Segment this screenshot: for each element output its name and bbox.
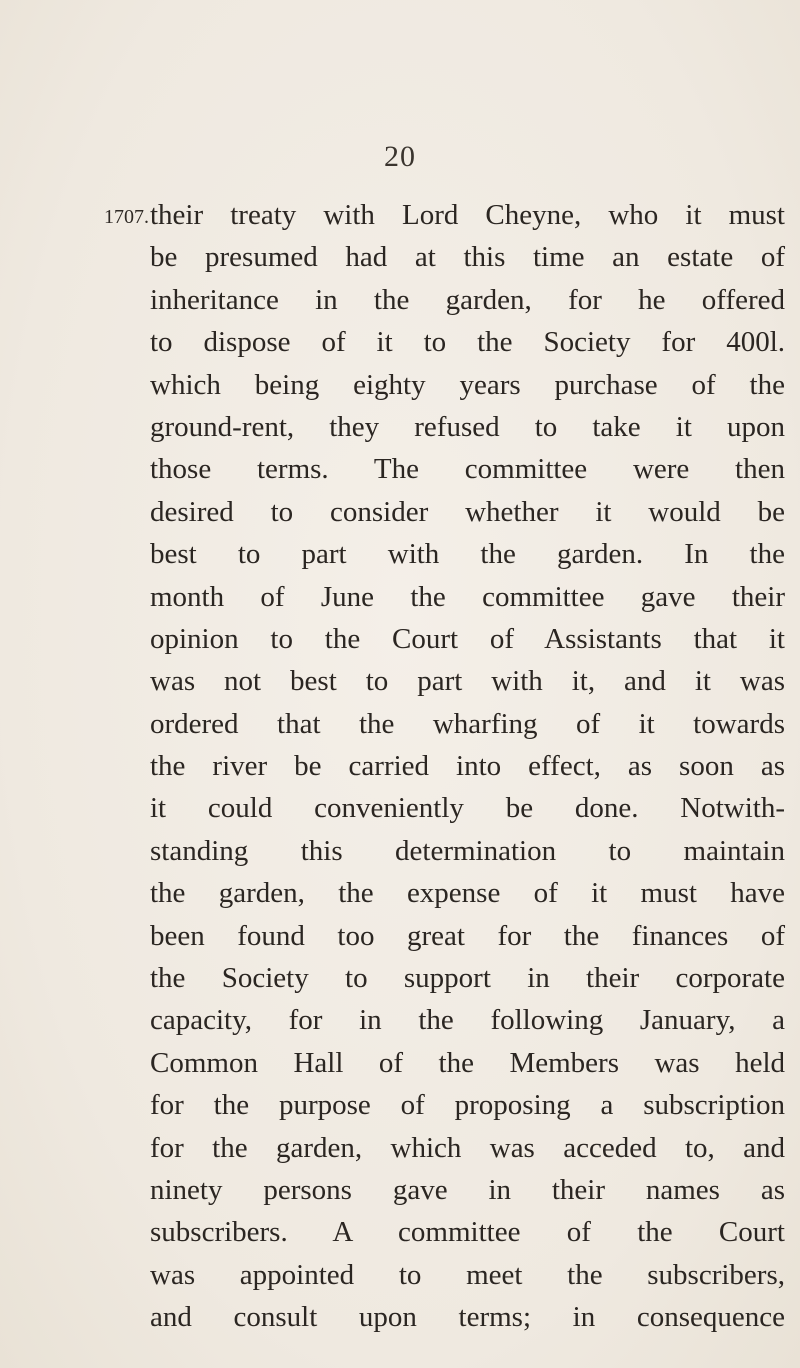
text-line: for the garden, which was acceded to, and <box>150 1131 785 1164</box>
text-line: opinion to the Court of Assistants that it <box>150 622 785 655</box>
text-line: be presumed had at this time an estate of <box>150 241 785 274</box>
text-line: the river be carried into effect, as soon as <box>150 750 785 783</box>
text-line: was not best to part with it, and it was <box>150 665 785 698</box>
text-line: the garden, the expense of it must have <box>150 877 785 910</box>
page-number: 20 <box>384 140 416 173</box>
text-line: the Society to support in their corporate <box>150 962 785 995</box>
text-line: Common Hall of the Members was held <box>150 1046 785 1079</box>
text-line: desired to consider whether it would be <box>150 495 785 528</box>
text-line: was appointed to meet the subscribers, <box>150 1258 785 1291</box>
text-line: those terms. The committee were then <box>150 453 785 486</box>
text-line: which being eighty years purchase of the <box>150 368 785 401</box>
text-line: ground-rent, they refused to take it upon <box>150 410 785 443</box>
margin-year-note: 1707. <box>104 206 149 228</box>
text-line: subscribers. A committee of the Court <box>150 1216 785 1249</box>
text-line: ordered that the wharfing of it towards <box>150 707 785 740</box>
text-line: inheritance in the garden, for he offered <box>150 283 785 316</box>
text-line: best to part with the garden. In the <box>150 538 785 571</box>
text-line: month of June the committee gave their <box>150 580 785 613</box>
body-text <box>150 194 785 1339</box>
text-line: ninety persons gave in their names as <box>150 1173 785 1206</box>
text-line: been found too great for the finances of <box>150 919 785 952</box>
text-line: to dispose of it to the Society for 400l. <box>150 326 785 359</box>
text-line: standing this determination to maintain <box>150 834 785 867</box>
text-line: their treaty with Lord Cheyne, who it must <box>150 199 785 231</box>
text-line: for the purpose of proposing a subscription <box>150 1089 785 1122</box>
text-line: and consult upon terms; in consequence <box>150 1301 785 1334</box>
text-line: capacity, for in the following January, a <box>150 1004 785 1037</box>
text-line: it could conveniently be done. Notwith- <box>150 792 785 825</box>
